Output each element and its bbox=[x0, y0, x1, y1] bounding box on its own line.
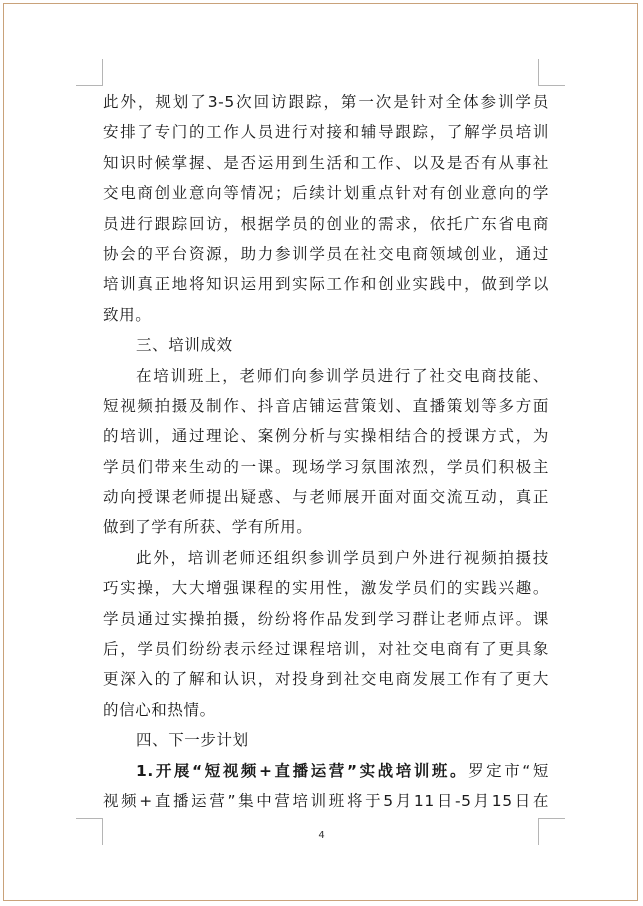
paragraph-line bbox=[103, 756, 549, 786]
paragraph-line: 的培训，通过理论、案例分析与实操相结合的授课方式，为 bbox=[103, 427, 549, 446]
crop-mark-top-right bbox=[538, 59, 565, 86]
paragraph-line: 致用。 bbox=[103, 305, 152, 324]
page-number: 4 bbox=[318, 830, 325, 841]
paragraph-line: 更深入的了解和认识，对投身到社交电商发展工作有了更大 bbox=[103, 670, 549, 689]
paragraph-line: 知识时候掌握、是否运用到生活和工作、以及是否有从事社 bbox=[103, 153, 549, 172]
section-heading: 三、培训成效 bbox=[136, 336, 233, 355]
paragraph-line: 后，学员们纷纷表示经过课程培训，对社交电商有了更具象 bbox=[103, 640, 549, 659]
paragraph-line: 交电商创业意向等情况；后续计划重点针对有创业意向的学 bbox=[103, 184, 549, 203]
crop-mark-top-left bbox=[76, 59, 103, 86]
paragraph-line: 安排了专门的工作人员进行对接和辅导跟踪，了解学员培训 bbox=[103, 123, 549, 142]
plan-item-title: 1.开展“短视频+直播运营”实战培训班。 bbox=[136, 761, 469, 780]
paragraph-line: 学员通过实操拍摄，纷纷将作品发到学习群让老师点评。课 bbox=[103, 609, 549, 628]
paragraph-line: 视频+直播运营”集中营培训班将于5月11日-5月15日在 bbox=[103, 791, 549, 810]
paragraph-line: 的信心和热情。 bbox=[103, 700, 216, 719]
paragraph-line: 学员们带来生动的一课。现场学习氛围浓烈，学员们积极主 bbox=[103, 457, 549, 476]
paragraph-line: 员进行跟踪回访，根据学员的创业的需求，依托广东省电商 bbox=[103, 214, 549, 233]
paragraph-line: 巧实操，大大增强课程的实用性，激发学员们的实践兴趣。 bbox=[103, 579, 549, 598]
paragraph-line: 培训真正地将知识运用到实际工作和创业实践中，做到学以 bbox=[103, 275, 549, 294]
paragraph-line: 短视频拍摄及制作、抖音店铺运营策划、直播策划等多方面 bbox=[103, 396, 549, 415]
paragraph-line: 在培训班上，老师们向参训学员进行了社交电商技能、 bbox=[136, 366, 549, 385]
paragraph-line: 动向授课老师提出疑惑、与老师展开面对面交流互动，真正 bbox=[103, 488, 549, 507]
document-page bbox=[3, 3, 638, 901]
section-heading: 四、下一步计划 bbox=[136, 731, 249, 750]
paragraph-line: 此外，规划了3-5次回访跟踪，第一次是针对全体参训学员 bbox=[103, 93, 549, 111]
paragraph-line: 此外，培训老师还组织参训学员到户外进行视频拍摄技 bbox=[136, 548, 549, 567]
paragraph-line: 做到了学有所获、学有所用。 bbox=[103, 518, 313, 537]
paragraph-line: 协会的平台资源，助力参训学员在社交电商领域创业，通过 bbox=[103, 244, 549, 263]
document-body bbox=[103, 87, 549, 816]
plan-item-text: 罗定市“短 bbox=[468, 761, 549, 780]
